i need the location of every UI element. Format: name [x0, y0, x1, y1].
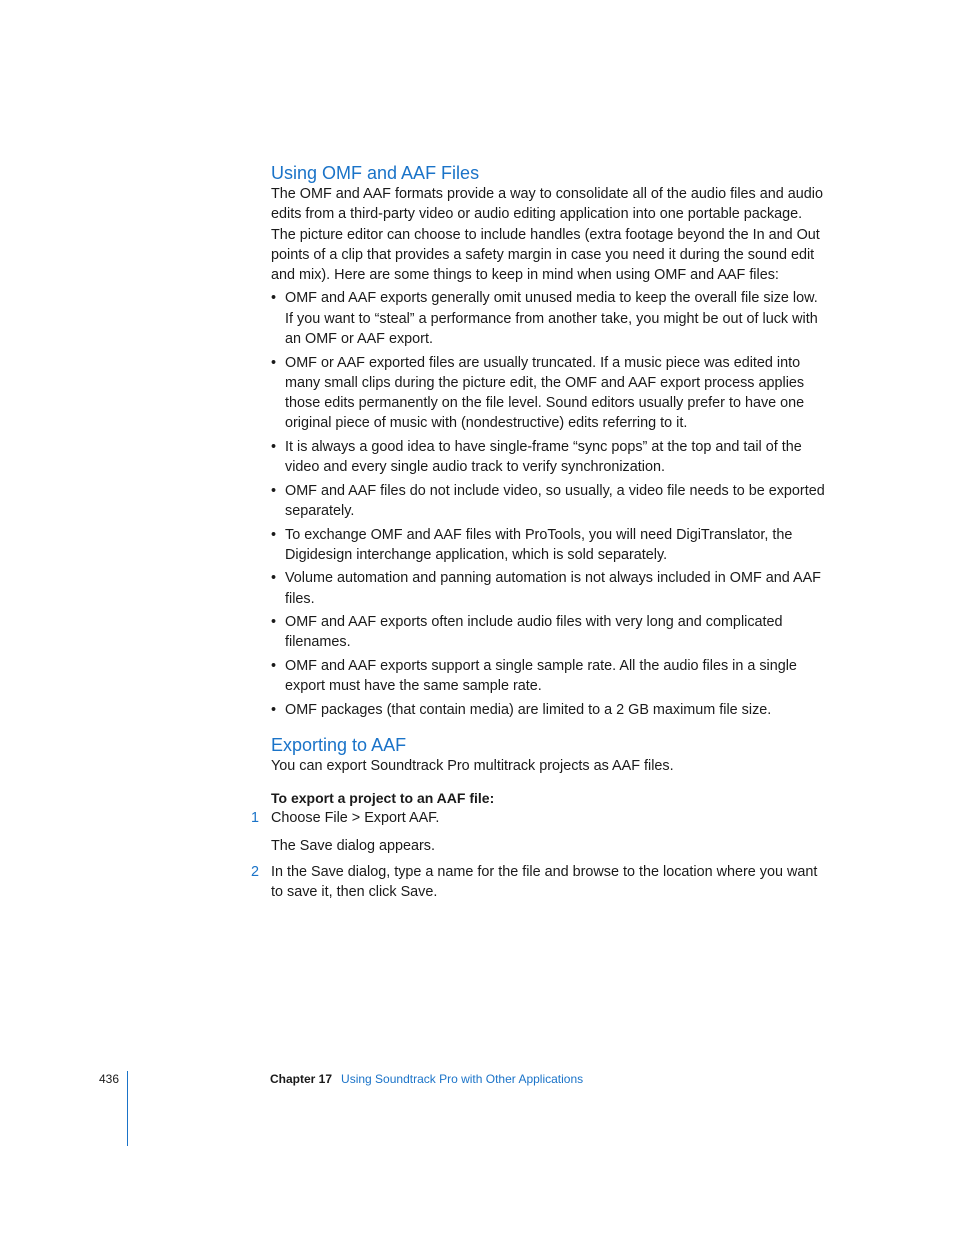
bullet-icon: •: [271, 657, 277, 674]
task-heading: To export a project to an AAF file:: [271, 790, 495, 807]
list-item: [271, 612, 827, 653]
section-heading-omf-aaf: Using OMF and AAF Files: [271, 163, 480, 183]
bullet-icon: •: [271, 482, 277, 499]
section-heading-exporting-aaf: Exporting to AAF: [271, 734, 407, 755]
list-item-text: OMF and AAF exports generally omit unused media to keep the overall file size low. If you want to “steal” a performance from another take, you might be out of luck with an OMF or AAF export.: [285, 290, 818, 348]
page-number: 436: [99, 1072, 120, 1086]
bullet-icon: •: [271, 354, 277, 371]
list-item-text: OMF or AAF exported files are usually truncated. If a music piece was edited into many small clips during the picture edit, the OMF and AAF export process applies those edits permanently on the file level. Sound editors usually prefer to have one original piece of music with (nondestructive) edits referring to it.: [285, 354, 805, 432]
list-item: [271, 437, 827, 478]
list-item: [271, 568, 827, 609]
section-intro-exporting-aaf: You can export Soundtrack Pro multitrack projects as AAF files.: [271, 757, 674, 774]
step-number: 2: [251, 863, 260, 880]
bullet-icon: •: [271, 290, 277, 307]
step-text: Choose File > Export AAF.: [271, 810, 440, 827]
list-item-text: OMF and AAF files do not include video, so usually, a video file needs to be exported separately.: [285, 482, 825, 520]
page-content: [251, 162, 827, 902]
chapter-title: Using Soundtrack Pro with Other Applications: [341, 1072, 584, 1086]
step-1: [251, 808, 827, 828]
bullet-icon: •: [271, 570, 277, 587]
list-item: [271, 288, 827, 349]
bullet-icon: •: [271, 526, 277, 543]
bullet-icon: •: [271, 438, 277, 455]
footer-chapter: [270, 1072, 583, 1086]
chapter-label: Chapter 17: [270, 1072, 333, 1086]
list-item-text: Volume automation and panning automation is not always included in OMF and AAF files.: [285, 570, 821, 607]
bullet-icon: •: [271, 701, 277, 718]
footer-divider: [127, 1071, 128, 1146]
list-item: [271, 481, 827, 522]
list-item: [271, 700, 827, 720]
list-item: [271, 656, 827, 697]
list-item-text: OMF and AAF exports support a single sample rate. All the audio files in a single export must have the same sample rate.: [285, 657, 797, 695]
section-intro-omf-aaf: The OMF and AAF formats provide a way to consolidate all of the audio files and audio edits from a third-party video or audio editing application into one portable package. The picture editor can choose to include handles (extra footage beyond the In and Out points of a clip that provides a safety margin in case you need it during the sound edit and mix). Here are some things to keep in mind when using OMF and AAF files:: [271, 186, 823, 284]
step-2: [251, 862, 827, 903]
bullet-list: [271, 288, 827, 719]
list-item-text: To exchange OMF and AAF files with ProTools, you will need DigiTranslator, the Digidesign interchange application, which is sold separately.: [285, 526, 793, 563]
list-item-text: OMF packages (that contain media) are limited to a 2 GB maximum file size.: [285, 701, 772, 718]
list-item: [271, 353, 827, 434]
list-item-text: It is always a good idea to have single-frame “sync pops” at the top and tail of the video and every single audio track to verify synchronization.: [285, 438, 802, 476]
step-result: The Save dialog appears.: [271, 837, 436, 854]
list-item: [271, 525, 827, 566]
step-number: 1: [251, 810, 260, 827]
bullet-icon: •: [271, 614, 277, 631]
list-item-text: OMF and AAF exports often include audio files with very long and complicated filenames.: [285, 614, 783, 651]
step-text: In the Save dialog, type a name for the file and browse to the location where you want to save it, then click Save.: [271, 863, 818, 901]
